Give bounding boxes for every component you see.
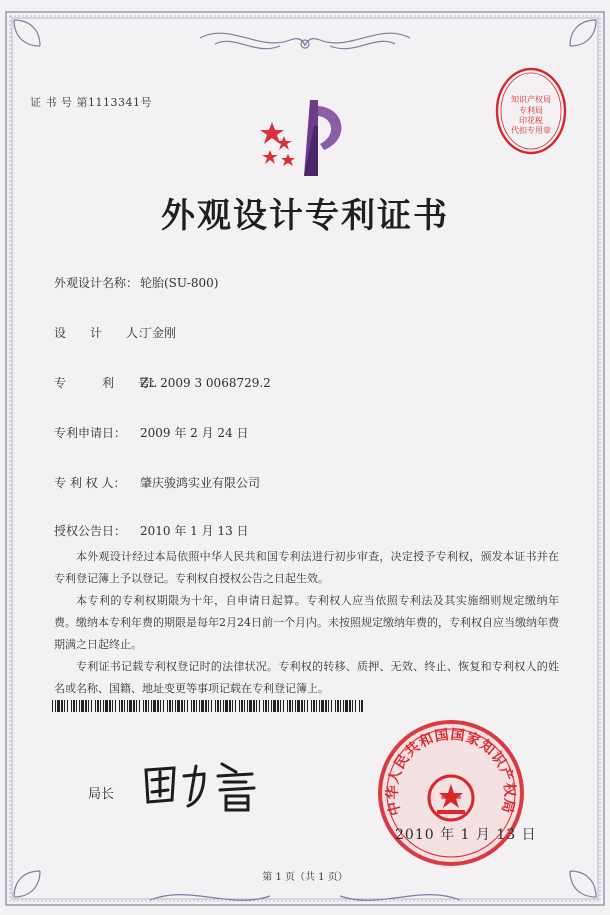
field-label: 专 利 权 人： bbox=[54, 476, 126, 490]
field-announcement-date bbox=[54, 522, 249, 539]
national-ip-office-seal-icon bbox=[376, 718, 526, 868]
field-application-date bbox=[54, 424, 249, 441]
body-paragraph-1: 本外观设计经过本局依照中华人民共和国专利法进行初步审查，决定授予专利权，颁发本证书并在专利登记簿上予以登记。专利权自授权公告之日起生效。 bbox=[54, 550, 559, 585]
director-signature bbox=[140, 756, 280, 816]
stamp-duty-seal-icon bbox=[494, 66, 568, 156]
page-number: 第 1 页（共 1 页） bbox=[262, 872, 348, 883]
body-paragraph-2: 本专利的专利权期限为十年，自申请日起算。专利权人应当依照专利法及其实施细则规定缴纳年费。缴纳本专利年费的期限是每年2月24日前一个月内。未按照规定缴纳年费的，专利权自应当缴纳年费期满之日起终止。 bbox=[54, 594, 559, 651]
certificate-title: 外观设计专利证书 bbox=[161, 196, 449, 236]
barcode bbox=[52, 700, 368, 712]
field-label: 设 计 人： bbox=[54, 326, 151, 340]
field-value: 肇庆骏鸿实业有限公司 bbox=[140, 476, 261, 490]
field-patent-number bbox=[54, 374, 271, 391]
seal-date: 2010 年 1 月 13 日 bbox=[395, 827, 537, 843]
certificate-number: 证 书 号 第1113341号 bbox=[30, 96, 152, 109]
field-value: ZL 2009 3 0068729.2 bbox=[140, 376, 271, 390]
director-label: 局长 bbox=[88, 787, 115, 802]
field-value: 2010 年 1 月 13 日 bbox=[140, 524, 249, 538]
field-value: 丁金刚 bbox=[140, 326, 177, 340]
patent-office-logo-icon bbox=[258, 96, 354, 180]
field-design-name bbox=[54, 274, 218, 291]
field-label: 授权公告日： bbox=[54, 524, 127, 538]
field-patentee bbox=[54, 474, 260, 491]
field-designer bbox=[54, 324, 176, 341]
field-label: 专利申请日： bbox=[54, 426, 127, 440]
seal-small-line-4: 代扣专用章 bbox=[511, 126, 551, 135]
seal-small-line-1: 知识产权局 bbox=[511, 95, 551, 104]
field-value: 2009 年 2 月 24 日 bbox=[140, 426, 249, 440]
seal-small-line-3: 印花税 bbox=[519, 116, 543, 125]
seal-small-line-2: 专利局 bbox=[519, 106, 543, 115]
field-label: 专 利 号： bbox=[54, 376, 163, 390]
body-paragraph-3: 专利证书记载专利权登记时的法律状况。专利权的转移、质押、无效、终止、恢复和专利权人的姓名或名称、国籍、地址变更等事项记载在专利登记簿上。 bbox=[54, 660, 559, 695]
body-text bbox=[54, 546, 559, 700]
field-label: 外观设计名称： bbox=[54, 276, 139, 290]
field-value: 轮胎(SU-800) bbox=[140, 276, 219, 290]
seal-arc-text: 中华人民共和国国家知识产权局 bbox=[384, 726, 518, 818]
